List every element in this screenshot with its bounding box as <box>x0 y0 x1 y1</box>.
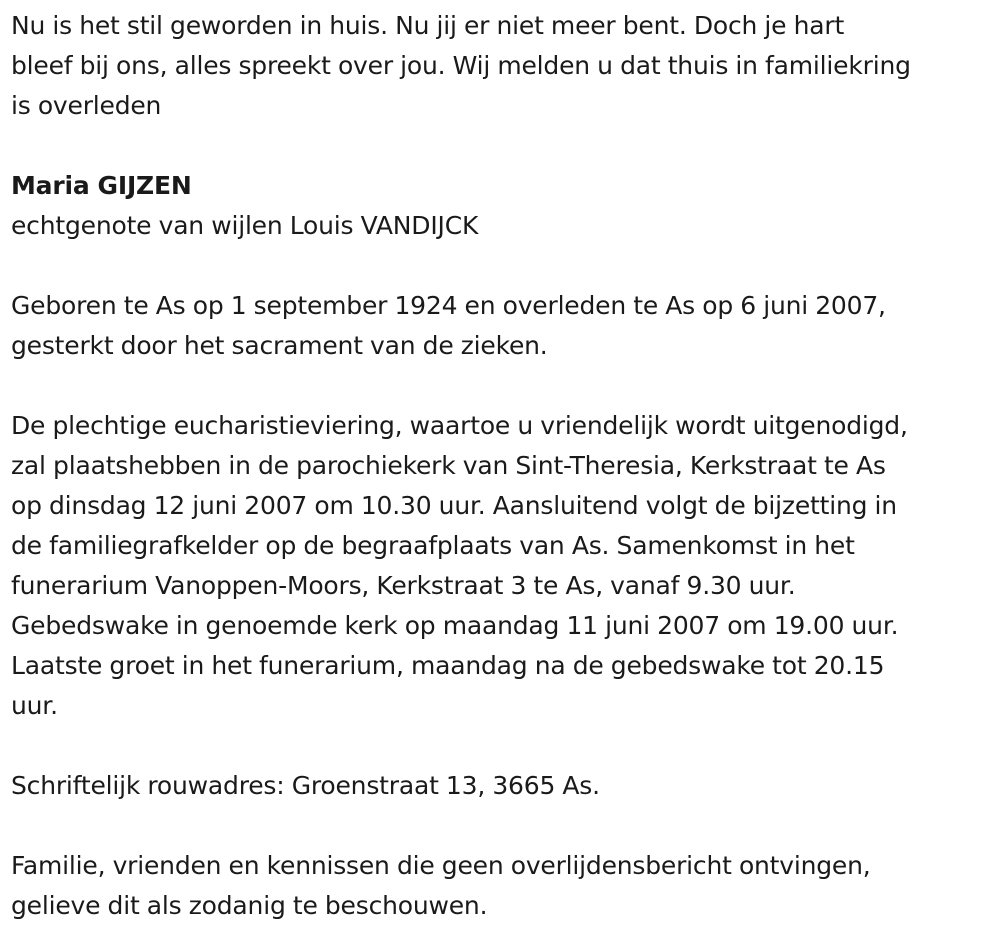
deceased-block <box>11 166 1000 246</box>
deceased-name: Maria GIJZEN <box>11 171 192 200</box>
spouse-line: echtgenote van wijlen Louis VANDIJCK <box>11 211 479 240</box>
paragraph-spacer <box>11 126 1000 166</box>
paragraph-spacer <box>11 246 1000 286</box>
intro-line: is overleden <box>11 91 162 120</box>
ceremony-line: de familiegrafkelder op de begraafplaats van As. Samenkomst in het <box>11 531 855 560</box>
ceremony-line: op dinsdag 12 juni 2007 om 10.30 uur. Aansluitend volgt de bijzetting in <box>11 491 897 520</box>
paragraph-spacer <box>11 366 1000 406</box>
ceremony-line: De plechtige eucharistieviering, waartoe u vriendelijk wordt uitgenodigd, <box>11 411 908 440</box>
mourning-address: Schriftelijk rouwadres: Groenstraat 13, 3665 As. <box>11 771 600 800</box>
birth-death-paragraph <box>11 286 1000 366</box>
intro-line: bleef bij ons, alles spreekt over jou. Wij melden u dat thuis in familiekring <box>11 51 911 80</box>
paragraph-spacer <box>11 726 1000 766</box>
closing-line: Familie, vrienden en kennissen die geen overlijdensbericht ontvingen, <box>11 851 871 880</box>
paragraph-spacer <box>11 806 1000 846</box>
ceremony-line: funerarium Vanoppen-Moors, Kerkstraat 3 te As, vanaf 9.30 uur. <box>11 571 796 600</box>
ceremony-line: zal plaatshebben in de parochiekerk van Sint-Theresia, Kerkstraat te As <box>11 451 886 480</box>
ceremony-line: uur. <box>11 691 58 720</box>
ceremony-line: Gebedswake in genoemde kerk op maandag 11 juni 2007 om 19.00 uur. <box>11 611 899 640</box>
intro-line: Nu is het stil geworden in huis. Nu jij er niet meer bent. Doch je hart <box>11 11 845 40</box>
ceremony-line: Laatste groet in het funerarium, maandag na de gebedswake tot 20.15 <box>11 651 885 680</box>
closing-paragraph <box>11 846 1000 926</box>
ceremony-paragraph <box>11 406 1000 726</box>
address-paragraph <box>11 766 1000 806</box>
closing-line: gelieve dit als zodanig te beschouwen. <box>11 891 488 920</box>
birth-death-line: Geboren te As op 1 september 1924 en overleden te As op 6 juni 2007, <box>11 291 886 320</box>
intro-paragraph <box>11 6 1000 126</box>
birth-death-line: gesterkt door het sacrament van de zieken. <box>11 331 548 360</box>
